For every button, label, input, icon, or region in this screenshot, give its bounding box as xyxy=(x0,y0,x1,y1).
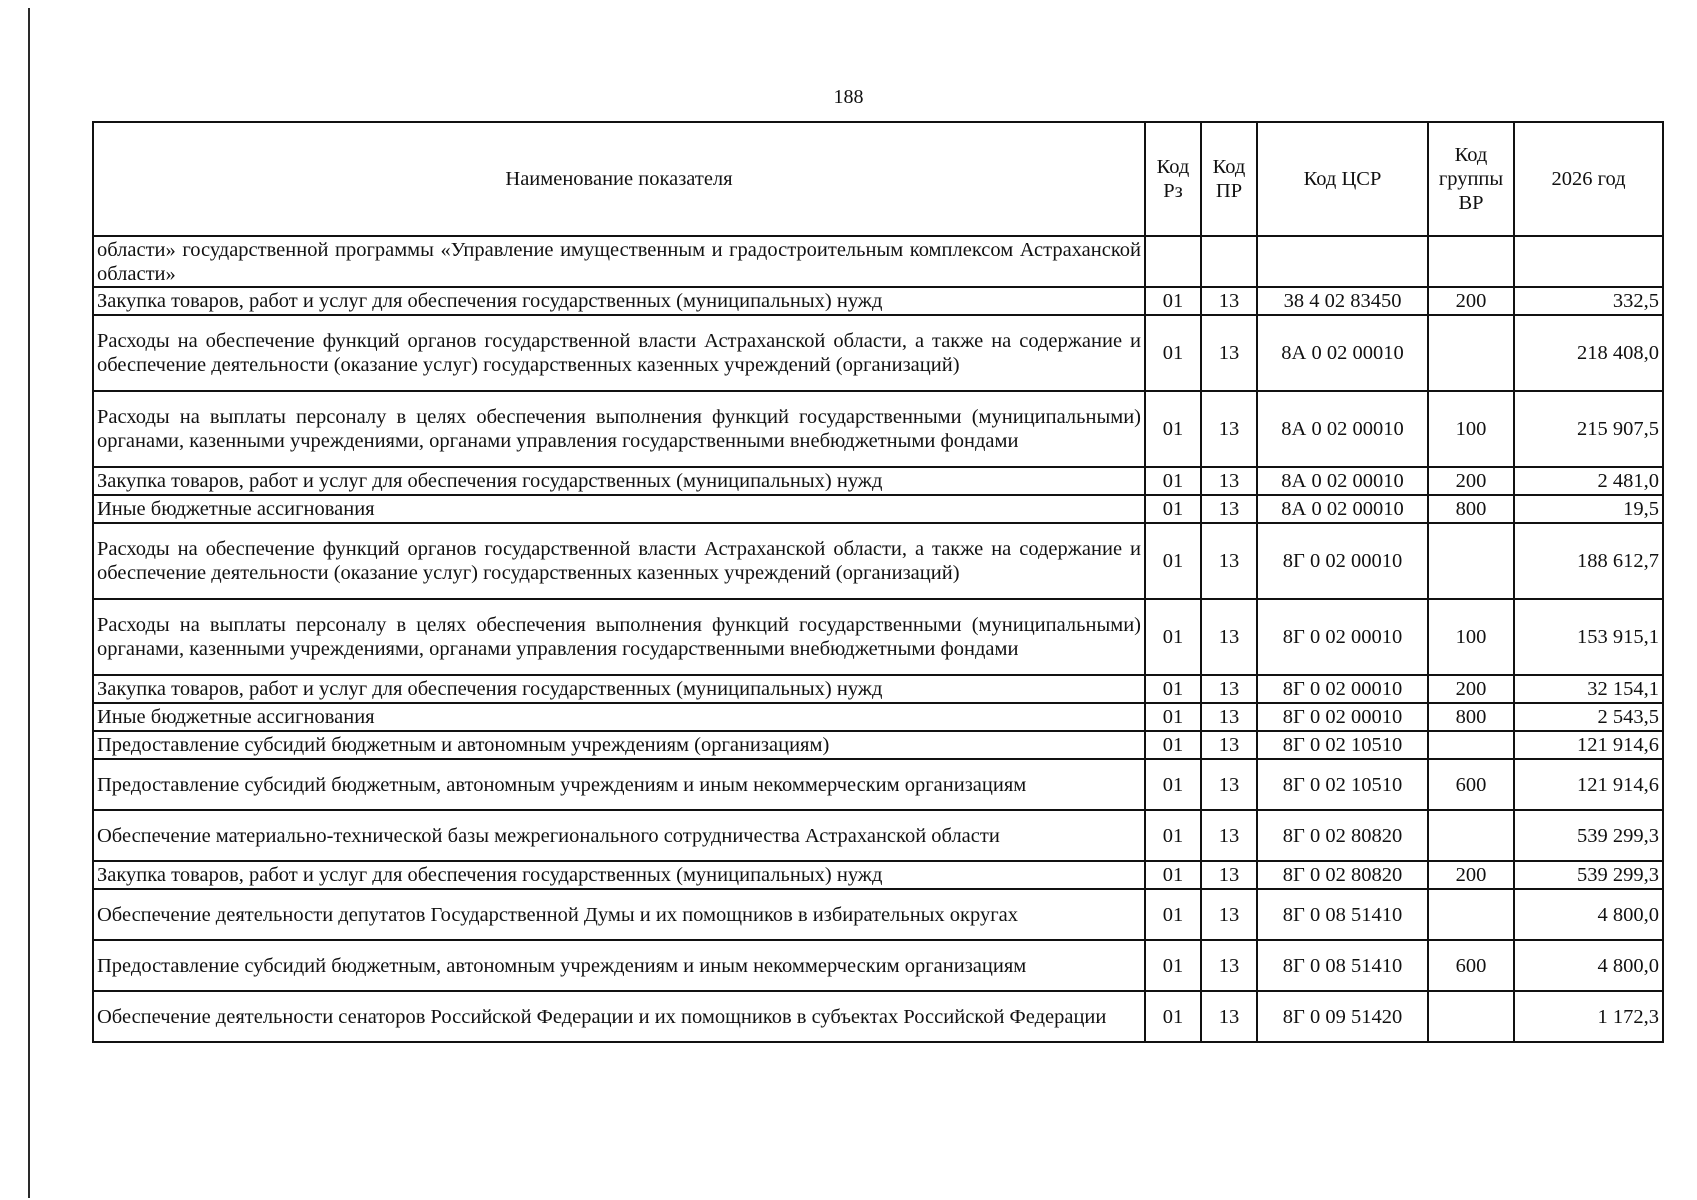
row-rz: 01 xyxy=(1145,940,1201,991)
row-pr: 13 xyxy=(1201,861,1257,889)
table-row xyxy=(93,759,1663,810)
row-vr: 800 xyxy=(1428,495,1514,523)
row-csr: 8А 0 02 00010 xyxy=(1257,467,1428,495)
row-name: Расходы на выплаты персоналу в целях обеспечения выполнения функций государственными (муниципальными) органами, казенными учреждениями, органами управления государственными внебюджетными фондами xyxy=(93,599,1145,675)
row-value: 4 800,0 xyxy=(1514,889,1663,940)
row-pr: 13 xyxy=(1201,731,1257,759)
row-rz: 01 xyxy=(1145,889,1201,940)
row-pr: 13 xyxy=(1201,703,1257,731)
table-row xyxy=(93,940,1663,991)
row-value: 539 299,3 xyxy=(1514,861,1663,889)
row-csr: 8А 0 02 00010 xyxy=(1257,495,1428,523)
row-vr xyxy=(1428,523,1514,599)
row-vr xyxy=(1428,315,1514,391)
row-value: 153 915,1 xyxy=(1514,599,1663,675)
row-pr: 13 xyxy=(1201,495,1257,523)
row-value: 32 154,1 xyxy=(1514,675,1663,703)
budget-table xyxy=(92,121,1664,1043)
row-vr: 200 xyxy=(1428,675,1514,703)
table-row xyxy=(93,467,1663,495)
table-row xyxy=(93,523,1663,599)
row-rz: 01 xyxy=(1145,810,1201,861)
row-csr: 8А 0 02 00010 xyxy=(1257,391,1428,467)
table-row xyxy=(93,391,1663,467)
table-row xyxy=(93,703,1663,731)
row-pr: 13 xyxy=(1201,391,1257,467)
table-header-row xyxy=(93,122,1663,236)
row-rz: 01 xyxy=(1145,495,1201,523)
header-csr: Код ЦСР xyxy=(1257,122,1428,236)
row-pr: 13 xyxy=(1201,940,1257,991)
row-value: 332,5 xyxy=(1514,287,1663,315)
table-row xyxy=(93,287,1663,315)
row-name: Закупка товаров, работ и услуг для обеспечения государственных (муниципальных) нужд xyxy=(93,287,1145,315)
table-row xyxy=(93,991,1663,1042)
row-csr: 8Г 0 02 10510 xyxy=(1257,731,1428,759)
table-row xyxy=(93,889,1663,940)
row-csr: 8Г 0 09 51420 xyxy=(1257,991,1428,1042)
row-csr: 8Г 0 02 00010 xyxy=(1257,703,1428,731)
row-pr: 13 xyxy=(1201,889,1257,940)
row-vr: 200 xyxy=(1428,861,1514,889)
row-pr xyxy=(1201,236,1257,287)
table-row xyxy=(93,236,1663,287)
row-csr xyxy=(1257,236,1428,287)
row-name: Закупка товаров, работ и услуг для обеспечения государственных (муниципальных) нужд xyxy=(93,467,1145,495)
row-rz: 01 xyxy=(1145,759,1201,810)
row-pr: 13 xyxy=(1201,523,1257,599)
row-rz: 01 xyxy=(1145,731,1201,759)
row-csr: 8Г 0 02 00010 xyxy=(1257,599,1428,675)
row-value: 539 299,3 xyxy=(1514,810,1663,861)
row-csr: 8Г 0 08 51410 xyxy=(1257,940,1428,991)
row-vr: 100 xyxy=(1428,391,1514,467)
table-row xyxy=(93,495,1663,523)
row-rz: 01 xyxy=(1145,599,1201,675)
row-name: Иные бюджетные ассигнования xyxy=(93,495,1145,523)
row-value: 121 914,6 xyxy=(1514,731,1663,759)
row-vr xyxy=(1428,810,1514,861)
row-rz: 01 xyxy=(1145,391,1201,467)
row-rz: 01 xyxy=(1145,467,1201,495)
row-vr xyxy=(1428,991,1514,1042)
table-row xyxy=(93,315,1663,391)
scan-edge-line xyxy=(28,8,30,1198)
row-rz: 01 xyxy=(1145,861,1201,889)
table-row xyxy=(93,599,1663,675)
header-vr: Код группы ВР xyxy=(1428,122,1514,236)
row-csr: 38 4 02 83450 xyxy=(1257,287,1428,315)
row-name: Предоставление субсидий бюджетным, автономным учреждениям и иным некоммерческим организациям xyxy=(93,940,1145,991)
header-year: 2026 год xyxy=(1514,122,1663,236)
row-value: 1 172,3 xyxy=(1514,991,1663,1042)
row-pr: 13 xyxy=(1201,287,1257,315)
row-name: Расходы на обеспечение функций органов государственной власти Астраханской области, а также на содержание и обеспечение деятельности (оказание услуг) государственных казенных учреждений (организаций) xyxy=(93,523,1145,599)
row-vr: 800 xyxy=(1428,703,1514,731)
row-name: Обеспечение деятельности депутатов Государственной Думы и их помощников в избирательных округах xyxy=(93,889,1145,940)
row-vr: 100 xyxy=(1428,599,1514,675)
row-value: 19,5 xyxy=(1514,495,1663,523)
row-vr: 200 xyxy=(1428,287,1514,315)
row-value: 215 907,5 xyxy=(1514,391,1663,467)
row-value: 2 543,5 xyxy=(1514,703,1663,731)
row-pr: 13 xyxy=(1201,599,1257,675)
table-row xyxy=(93,861,1663,889)
row-name: Иные бюджетные ассигнования xyxy=(93,703,1145,731)
table-row xyxy=(93,810,1663,861)
row-rz: 01 xyxy=(1145,315,1201,391)
row-value: 2 481,0 xyxy=(1514,467,1663,495)
row-rz: 01 xyxy=(1145,523,1201,599)
table-row xyxy=(93,675,1663,703)
row-value xyxy=(1514,236,1663,287)
row-csr: 8А 0 02 00010 xyxy=(1257,315,1428,391)
row-pr: 13 xyxy=(1201,675,1257,703)
row-pr: 13 xyxy=(1201,991,1257,1042)
row-pr: 13 xyxy=(1201,810,1257,861)
row-name: Обеспечение деятельности сенаторов Российской Федерации и их помощников в субъектах Российской Федерации xyxy=(93,991,1145,1042)
row-name: Закупка товаров, работ и услуг для обеспечения государственных (муниципальных) нужд xyxy=(93,675,1145,703)
row-pr: 13 xyxy=(1201,467,1257,495)
row-csr: 8Г 0 02 10510 xyxy=(1257,759,1428,810)
row-value: 218 408,0 xyxy=(1514,315,1663,391)
row-value: 4 800,0 xyxy=(1514,940,1663,991)
row-csr: 8Г 0 02 00010 xyxy=(1257,523,1428,599)
row-rz xyxy=(1145,236,1201,287)
row-name: Закупка товаров, работ и услуг для обеспечения государственных (муниципальных) нужд xyxy=(93,861,1145,889)
header-name: Наименование показателя xyxy=(93,122,1145,236)
row-name: Расходы на выплаты персоналу в целях обеспечения выполнения функций государственными (муниципальными) органами, казенными учреждениями, органами управления государственными внебюджетными фондами xyxy=(93,391,1145,467)
row-csr: 8Г 0 02 00010 xyxy=(1257,675,1428,703)
row-csr: 8Г 0 08 51410 xyxy=(1257,889,1428,940)
row-rz: 01 xyxy=(1145,675,1201,703)
row-vr: 200 xyxy=(1428,467,1514,495)
row-csr: 8Г 0 02 80820 xyxy=(1257,861,1428,889)
row-name: Предоставление субсидий бюджетным, автономным учреждениям и иным некоммерческим организациям xyxy=(93,759,1145,810)
header-rz: Код Рз xyxy=(1145,122,1201,236)
header-pr: Код ПР xyxy=(1201,122,1257,236)
row-vr: 600 xyxy=(1428,940,1514,991)
row-rz: 01 xyxy=(1145,991,1201,1042)
row-value: 121 914,6 xyxy=(1514,759,1663,810)
row-vr: 600 xyxy=(1428,759,1514,810)
row-pr: 13 xyxy=(1201,315,1257,391)
row-pr: 13 xyxy=(1201,759,1257,810)
row-vr xyxy=(1428,889,1514,940)
row-name: Расходы на обеспечение функций органов государственной власти Астраханской области, а также на содержание и обеспечение деятельности (оказание услуг) государственных казенных учреждений (организаций) xyxy=(93,315,1145,391)
page-number: 188 xyxy=(833,86,864,108)
row-csr: 8Г 0 02 80820 xyxy=(1257,810,1428,861)
table-body xyxy=(93,236,1663,1042)
row-name: Обеспечение материально-технической базы межрегионального сотрудничества Астраханской области xyxy=(93,810,1145,861)
row-rz: 01 xyxy=(1145,287,1201,315)
row-vr xyxy=(1428,731,1514,759)
row-name: Предоставление субсидий бюджетным и автономным учреждениям (организациям) xyxy=(93,731,1145,759)
row-vr xyxy=(1428,236,1514,287)
row-rz: 01 xyxy=(1145,703,1201,731)
row-name: области» государственной программы «Управление имущественным и градостроительным комплексом Астраханской области» xyxy=(93,236,1145,287)
row-value: 188 612,7 xyxy=(1514,523,1663,599)
table-row xyxy=(93,731,1663,759)
